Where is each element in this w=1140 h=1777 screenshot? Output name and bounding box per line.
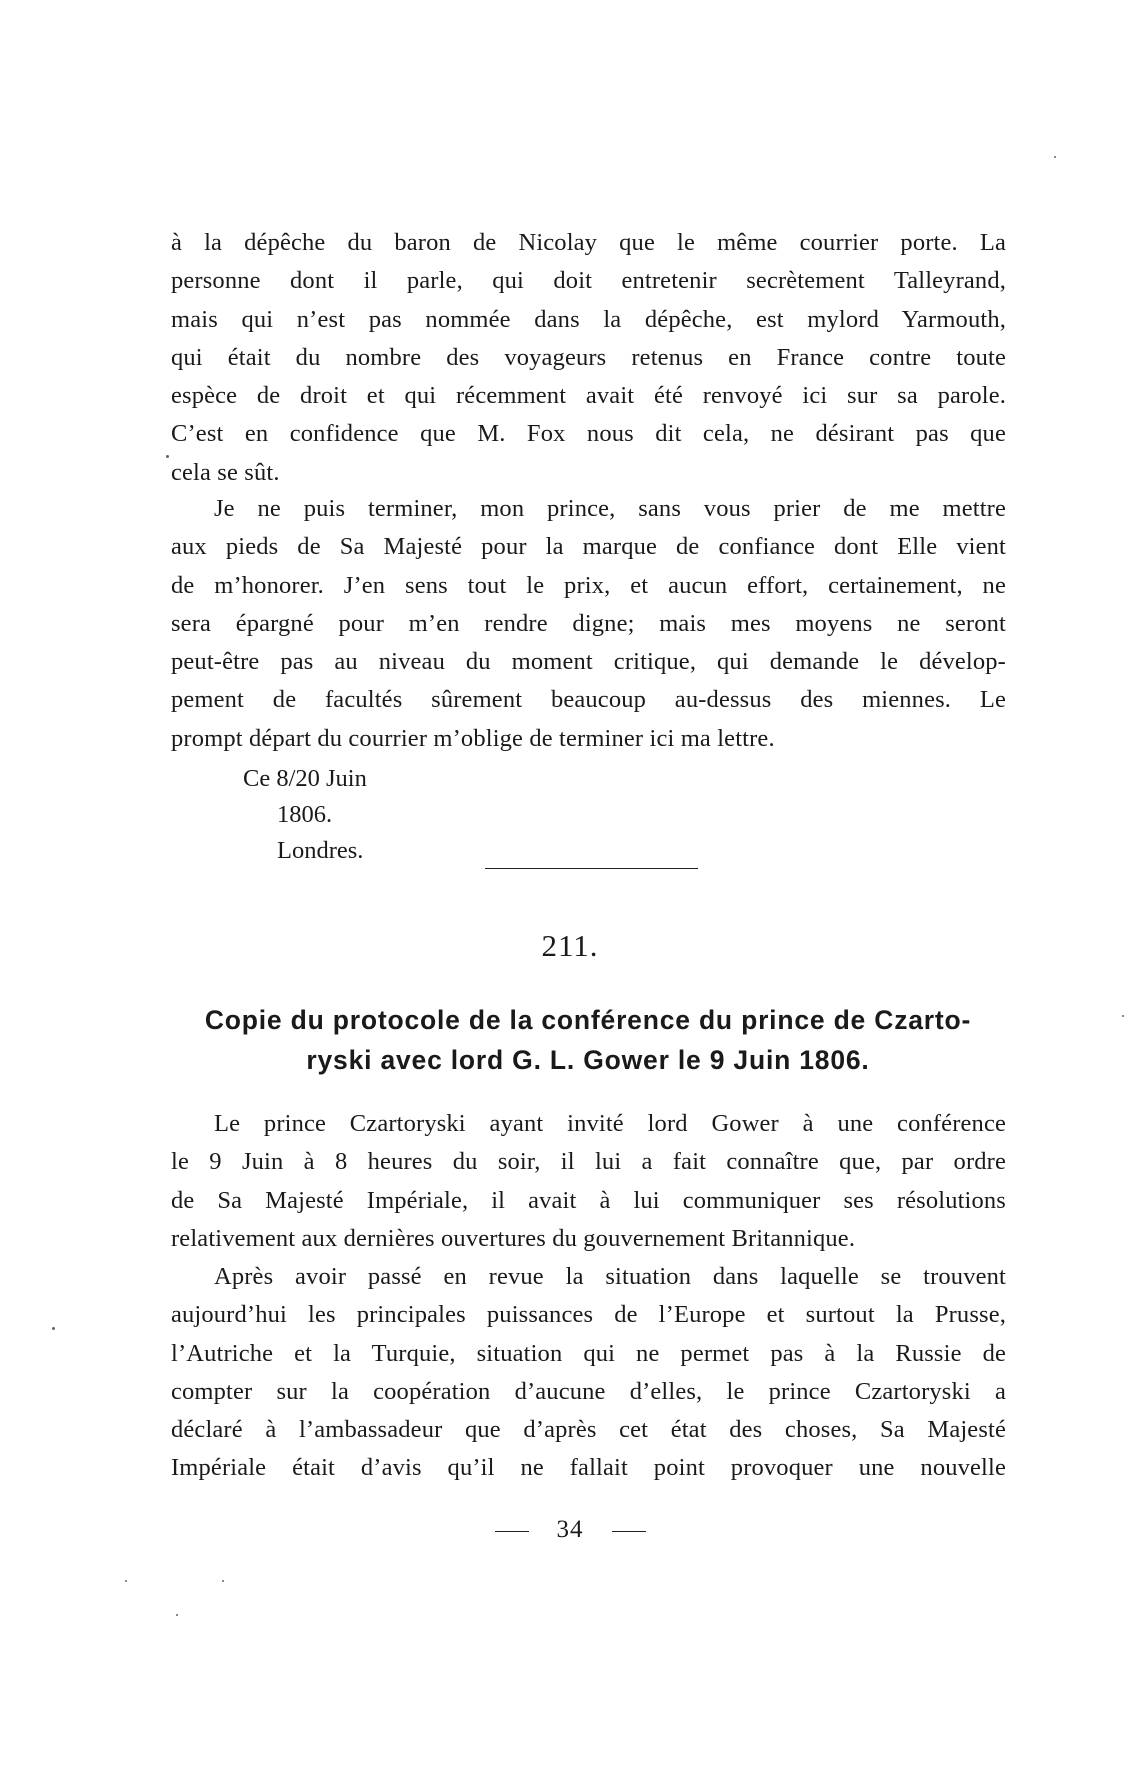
scan-speck: [52, 1327, 55, 1330]
text-line: aujourd’hui les principales puissances de l’Europe et surtout la Prusse,: [171, 1301, 1006, 1329]
text-line: compter sur la coopération d’aucune d’elles, le prince Czartoryski a: [171, 1377, 1006, 1405]
text-line: de Sa Majesté Impériale, il avait à lui communiquer ses résolutions: [171, 1186, 1006, 1214]
protocol-paragraph-1: [171, 1105, 1006, 1258]
text-line: de m’honorer. J’en sens tout le prix, et aucun effort, certainement, ne: [171, 571, 1006, 599]
scan-speck: [176, 1614, 178, 1616]
scan-speck: [1054, 156, 1056, 158]
letter-paragraph-2: [171, 490, 1006, 758]
heading-line-2: ryski avec lord G. L. Gower le 9 Juin 1806.: [306, 1045, 870, 1075]
text-line: peut-être pas au niveau du moment critique, qui demande le dévelop-: [171, 648, 1006, 676]
text-line: pement de facultés sûrement beaucoup au-dessus des miennes. Le: [171, 686, 1006, 714]
page-number: [0, 1516, 1140, 1544]
text-line: C’est en confidence que M. Fox nous dit cela, ne désirant pas que: [171, 420, 1006, 448]
text-line: qui était du nombre des voyageurs retenus en France contre toute: [171, 343, 1006, 371]
text-line: relativement aux dernières ouvertures du gouvernement Britannique.: [171, 1224, 856, 1252]
text-line: cela se sût.: [171, 458, 280, 486]
text-line: prompt départ du courrier m’oblige de terminer ici ma lettre.: [171, 724, 775, 752]
text-line: le 9 Juin à 8 heures du soir, il lui a fait connaître que, par ordre: [171, 1148, 1006, 1176]
text-line: Impériale était d’avis qu’il ne fallait point provoquer une nouvelle: [171, 1454, 1006, 1482]
scan-speck: [125, 1580, 127, 1582]
text-line: Le prince Czartoryski ayant invité lord Gower à une conférence: [214, 1110, 1006, 1137]
document-heading: [160, 1000, 1016, 1080]
protocol-paragraph-2: [171, 1258, 1006, 1488]
text-line: sera épargné pour m’en rendre digne; mais mes moyens ne seront: [171, 609, 1006, 637]
text-line: Je ne puis terminer, mon prince, sans vous prier de me mettre: [214, 495, 1006, 522]
scan-speck: [166, 455, 169, 458]
closing-place: Londres.: [277, 837, 364, 864]
heading-line-1: Copie du protocole de la conférence du prince de Czarto-: [204, 1005, 972, 1035]
closing-year: 1806.: [277, 801, 333, 828]
text-line: personne dont il parle, qui doit entretenir secrètement Talleyrand,: [171, 267, 1006, 295]
dash-left: [495, 1531, 529, 1532]
scan-speck: [1122, 1015, 1124, 1017]
text-line: mais qui n’est pas nommée dans la dépêche, est mylord Yarmouth,: [171, 305, 1006, 333]
document-number: 211.: [541, 928, 599, 963]
text-line: l’Autriche et la Turquie, situation qui ne permet pas à la Russie de: [171, 1339, 1006, 1367]
closing-date: Ce 8/20 Juin: [243, 765, 367, 792]
text-line: aux pieds de Sa Majesté pour la marque de confiance dont Elle vient: [171, 533, 1006, 561]
text-line: espèce de droit et qui récemment avait été renvoyé ici sur sa parole.: [171, 382, 1006, 410]
page-number-value: 34: [556, 1516, 584, 1543]
letter-paragraph-1: [171, 224, 1006, 492]
scan-speck: [222, 1580, 224, 1582]
section-divider: [485, 868, 698, 869]
text-line: à la dépêche du baron de Nicolay que le même courrier porte. La: [171, 229, 1006, 256]
text-line: Après avoir passé en revue la situation dans laquelle se trouvent: [214, 1263, 1006, 1290]
text-line: déclaré à l’ambassadeur que d’après cet état des choses, Sa Majesté: [171, 1416, 1006, 1444]
dash-right: [612, 1531, 646, 1532]
